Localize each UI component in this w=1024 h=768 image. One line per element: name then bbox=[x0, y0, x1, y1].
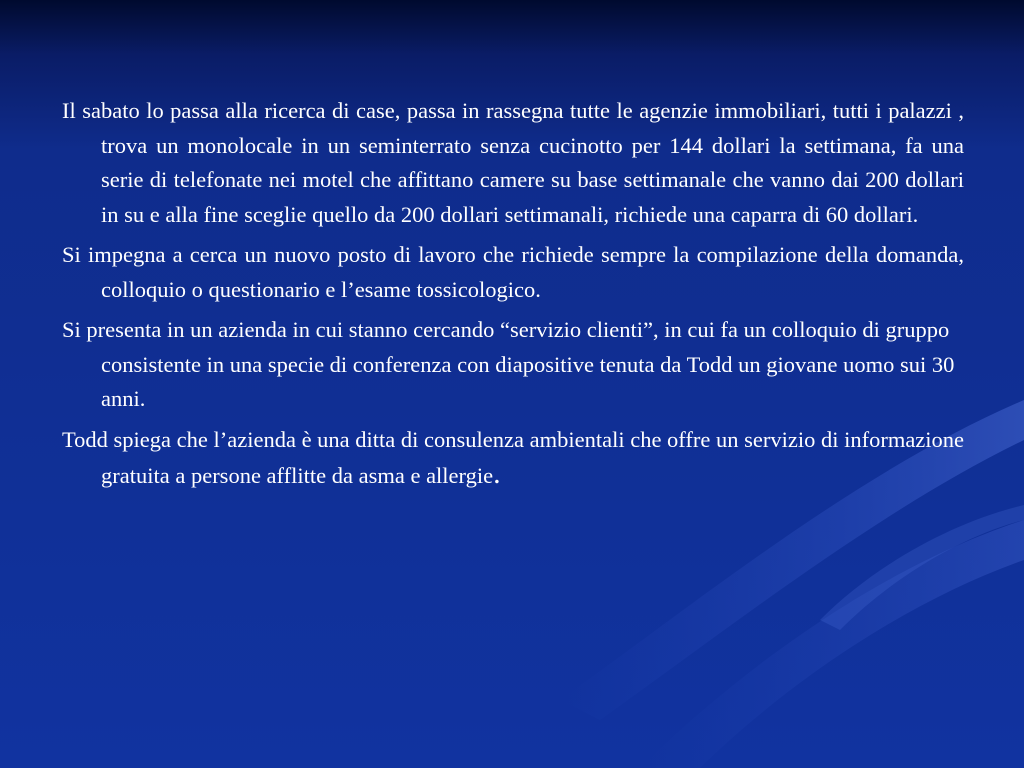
slide-body bbox=[62, 94, 964, 494]
paragraph-company-interview: Si presenta in un azienda in cui stanno cercando “servizio clienti”, in cui fa un colloquio di gruppo consistente in una specie di conferenza con diapositive tenuta da Todd un giovane uomo sui 30 anni. bbox=[62, 317, 955, 411]
paragraph-end-mark: . bbox=[493, 457, 501, 490]
paragraph-job-search: Si impegna a cerca un nuovo posto di lavoro che richiede sempre la compilazione della domanda, colloquio o questionario e l’esame tossicologico. bbox=[62, 242, 964, 302]
paragraph-todd-explains: Todd spiega che l’azienda è una ditta di consulenza ambientali che offre un servizio di informazione gratuita a persone afflitte da asma e allergie. bbox=[62, 426, 965, 490]
paragraph-saturday-house-search: Il sabato lo passa alla ricerca di case, passa in rassegna tutte le agenzie immobiliari, tutti i palazzi , trova un monolocale in un seminterrato senza cucinotto per 144 dollari la settimana, fa una serie di telefonate nei motel che affittano camere su base settimanale che vanno dai 200 dollari in su e alla fine sceglie quello da 200 dollari settimanali, richiede una caparra di 60 dollari. bbox=[62, 98, 964, 227]
